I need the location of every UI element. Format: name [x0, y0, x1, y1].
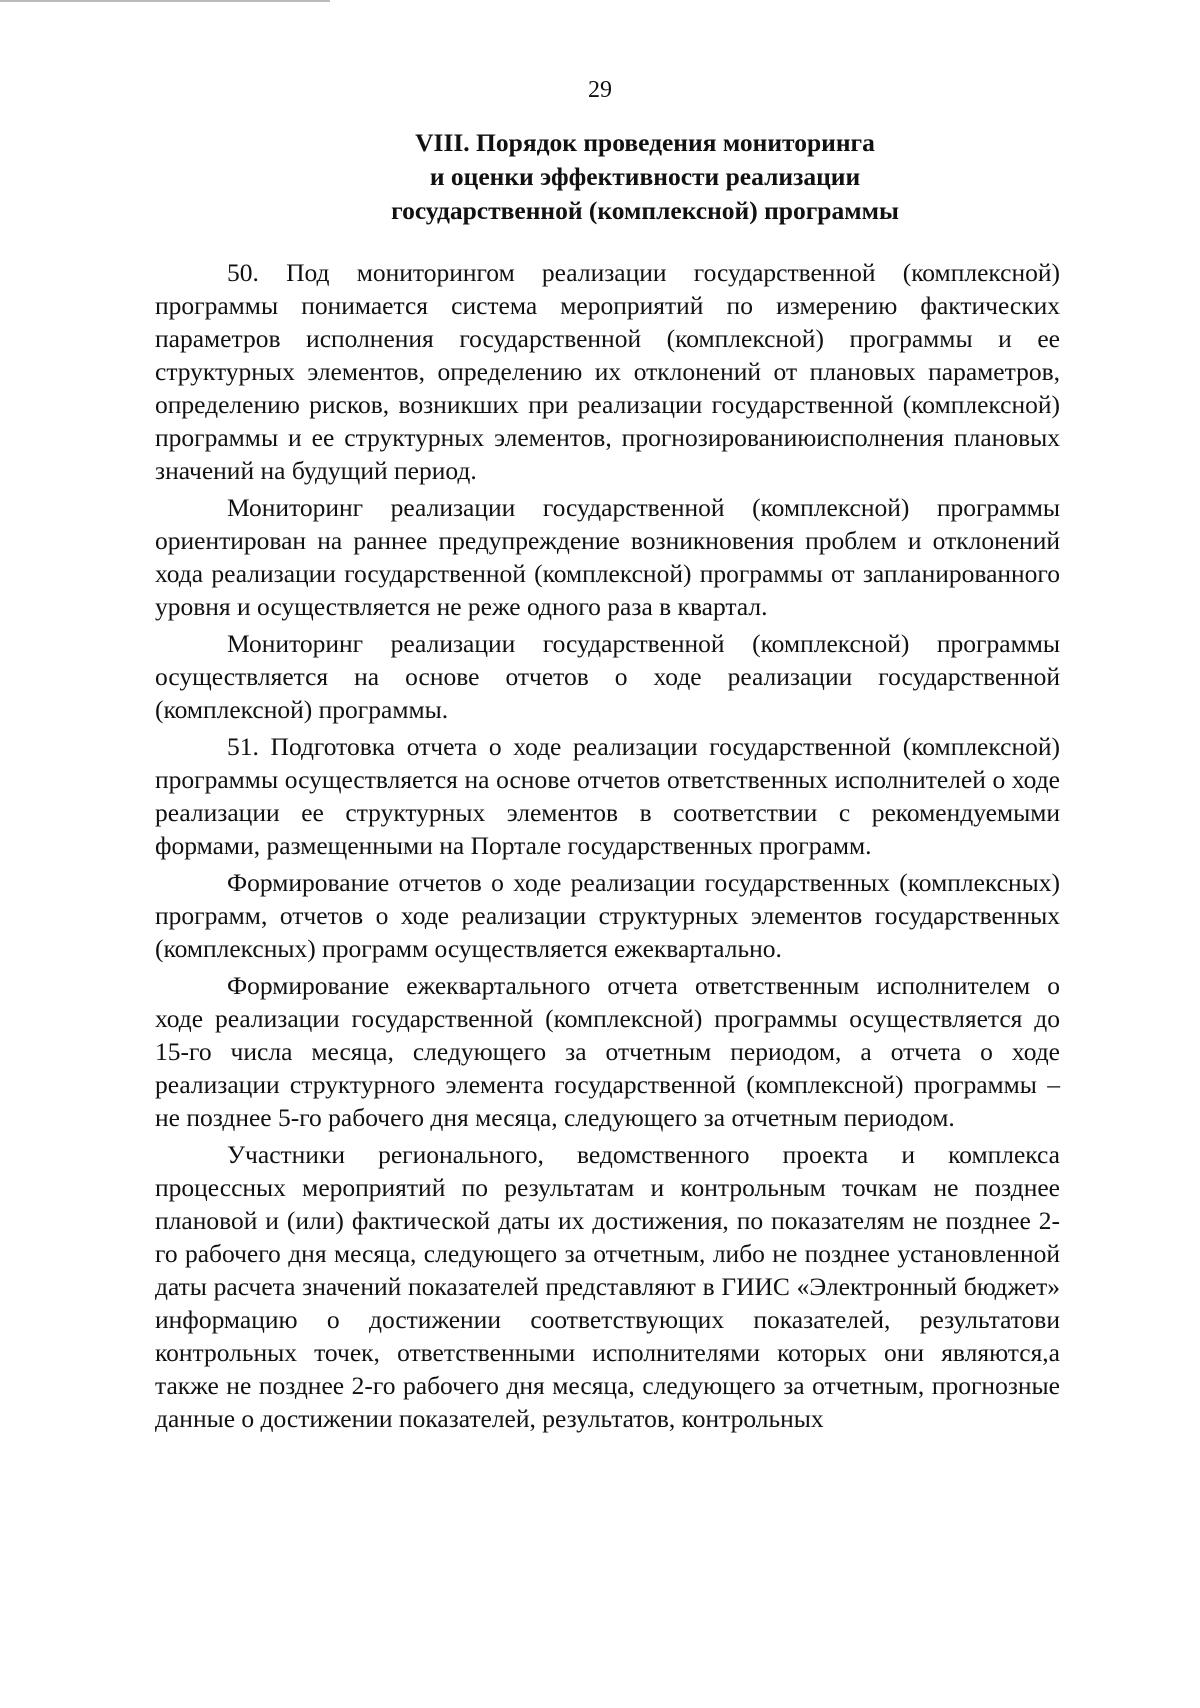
heading-line: и оценки эффективности реализации: [429, 162, 861, 191]
page-number: 29: [588, 77, 612, 103]
heading-line: VIII. Порядок проведения мониторинга: [415, 128, 875, 157]
paragraph-report-formation: Формирование отчетов о ходе реализации государственных (комплексных) программ, отчетов о ходе реализации структурных элементов государственных (комплексных) программ осуществляется ежеквартально.: [155, 868, 1060, 963]
section-heading: [330, 126, 960, 228]
heading-line: государственной (комплексной) программы: [391, 196, 899, 225]
paragraph-51: 51. Подготовка отчета о ходе реализации государственной (комплексной) программы осуществляется на основе отчетов ответственных исполнителей о ходе реализации ее структурных элементов в соответствии с рекомендуемыми формами, размещенными на Портале государственных программ.: [155, 732, 1060, 860]
scan-edge: [0, 0, 330, 2]
document-body: [155, 256, 1060, 1439]
paragraph-monitoring-orientation: Мониторинг реализации государственной (комплексной) программы ориентирован на раннее предупреждение возникновения проблем и отклонений хода реализации государственной (комплексной) программы от запланированного уровня и осуществляется не реже одного раза в квартал.: [155, 493, 1060, 621]
paragraph-monitoring-basis: Мониторинг реализации государственной (комплексной) программы осуществляется на основе отчетов о ходе реализации государственной (комплексной) программы.: [155, 629, 1060, 724]
paragraph-participants: Участники регионального, ведомственного проекта и комплекса процессных мероприятий по результатам и контрольным точкам не позднее плановой и (или) фактической даты их достижения, по показателям не позднее 2-го рабочего дня месяца, следующего за отчетным, либо не позднее установленной даты расчета значений показателей представляют в ГИИС «Электронный бюджет» информацию о достижении соответствующих показателей, результатови контрольных точек, ответственными исполнителями которых они являются,а также не позднее 2-го рабочего дня месяца, следующего за отчетным, прогнозные данные о достижении показателей, результатов, контрольных: [155, 1140, 1060, 1433]
paragraph-quarterly-report: Формирование ежеквартального отчета ответственным исполнителем о ходе реализации государственной (комплексной) программы осуществляется до 15-го числа месяца, следующего за отчетным периодом, а отчета о ходе реализации структурного элемента государственной (комплексной) программы – не позднее 5-го рабочего дня месяца, следующего за отчетным периодом.: [155, 971, 1060, 1132]
paragraph-50: 50. Под мониторингом реализации государственной (комплексной) программы понимается система мероприятий по измерению фактических параметров исполнения государственной (комплексной) программы и ее структурных элементов, определению их отклонений от плановых параметров, определению рисков, возникших при реализации государственной (комплексной) программы и ее структурных элементов, прогнозированиюисполнения плановых значений на будущий период.: [155, 258, 1060, 485]
